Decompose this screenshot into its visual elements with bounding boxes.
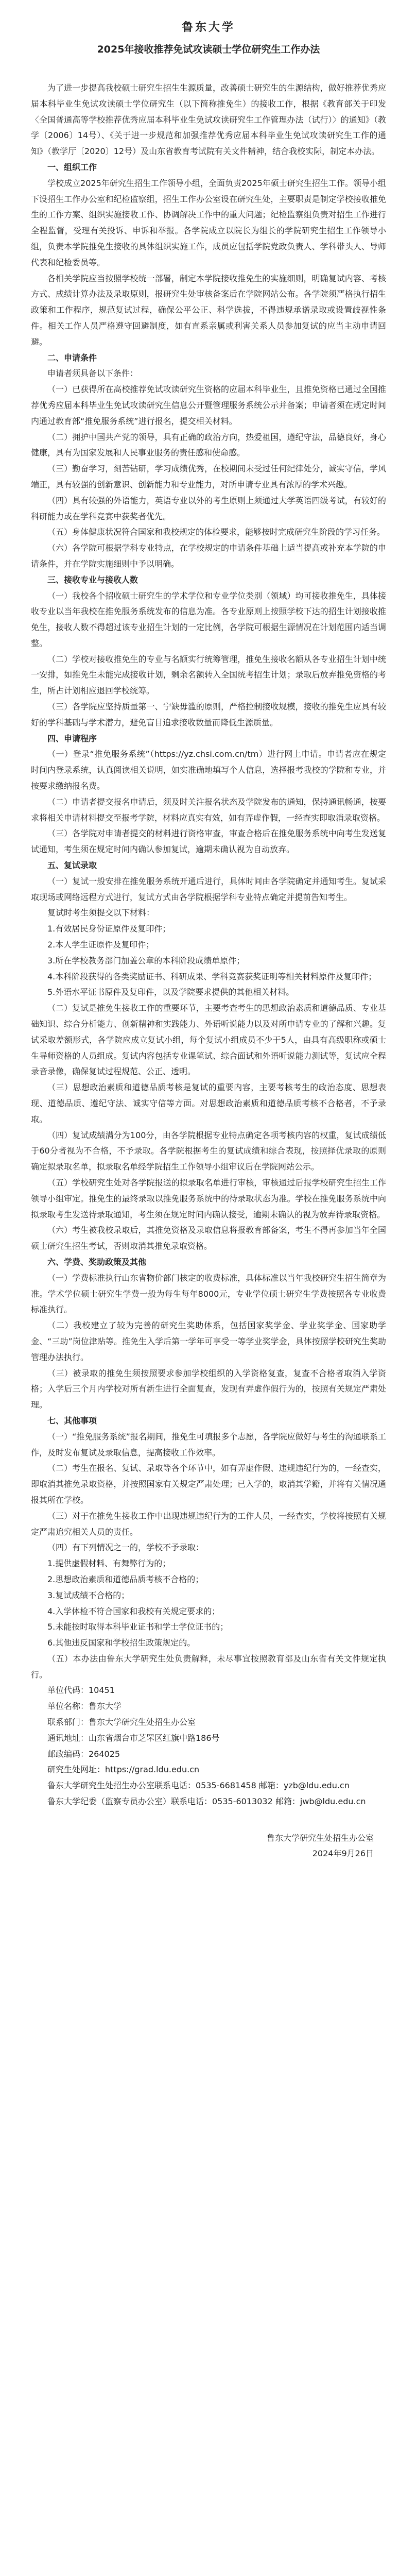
- section-paragraph: 2.思想政治素质和道德品质考核不合格的；: [47, 1574, 204, 1584]
- section-heading: 七、其他事项: [47, 1415, 97, 1426]
- section-paragraph: （二）申请者提交报名申请后，须及时关注报名状态及学院发布的通知，保持通讯畅通，按要求将相关申请材料提交至报考学院，材料应真实有效，如有弄虚作假，一经查实即取消录取资格。: [31, 796, 386, 823]
- section-paragraph: （三）勤奋学习，刻苦钻研，学习成绩优秀，在校期间未受过任何纪律处分，诚实守信，学风端正，具有较强的创新意识、创新能力和专业能力，对所申请专业具有浓厚的学术兴趣。: [31, 464, 386, 489]
- section-paragraph: （四）复试成绩满分为100分，由各学院根据专业特点确定各项考核内容的权重，复试成绩低于60分者视为不合格，不予录取。各学院根据考生的复试成绩和综合表现，按照择优录取的原则确定拟录取名单，拟录取名单经学院招生工作领导小组审议后在学院网站公示。: [31, 1130, 386, 1172]
- section-paragraph: （五）学校研究生处对各学院报送的拟录取名单进行审核，审核通过后报学校研究生招生工作领导小组审定。推免生的最终录取以推免服务系统中的待录取状态为准。学校在推免服务系统中向拟录取考生发送待录取通知，考生须在规定时间内确认接受，逾期未确认的视为放弃待录取资格。: [31, 1177, 386, 1219]
- section-paragraph: （一）我校各个招收硕士研究生的学术学位和专业学位类别（领域）均可接收推免生，具体接收专业以当年我校在推免服务系统发布的信息为准。各专业原则上按照学校下达的招生计划接收推免生，接收人数不得超过该专业招生计划的一定比例，各学院可根据生源情况在计划范围内适当调整。: [31, 590, 386, 648]
- section-paragraph: （三）各学院对申请者提交的材料进行资格审查，审查合格后在推免服务系统中向考生发送复试通知，考生须在规定时间内确认参加复试，逾期未确认视为自动放弃。: [31, 828, 386, 855]
- section-paragraph: 6.其他违反国家和学校招生政策规定的。: [47, 1638, 196, 1648]
- section-paragraph: 各相关学院应当按照学校统一部署，制定本学院接收推免生的实施细则，明确复试内容、考核方式、成绩计算办法及录取原则，报研究生处审核备案后在学院网站公布。各学院须严格执行招生政策和工作程序，规范复试过程，确保公平公正、科学选拔，不得违规承诺录取或设置歧视性条件。相关工作人员严格遵守回避制度，如有直系亲属或利害关系人员参加复试的应当主动申请回避。: [31, 273, 386, 347]
- section-paragraph: 学校成立2025年研究生招生工作领导小组，全面负责2025年硕士研究生招生工作。领导小组下设招生工作办公室和纪检监察组，招生工作办公室设在研究生处，主要职责是制定学校接收推免生的工作方案、组织实施接收工作、协调解决工作中的重大问题；纪检监察组负责对招生工作进行全程监督，受理有关投诉、申诉和举报。各学院成立以院长为组长的学院研究生招生工作领导小组，负责本学院推免生接收的具体组织实施工作，成员应包括学院党政负责人、学科带头人、导师代表和纪检委员等。: [31, 178, 386, 267]
- section-paragraph: （二）复试是推免生接收工作的重要环节，主要考查考生的思想政治素质和道德品质、专业基础知识、综合分析能力、创新精神和实践能力、外语听说能力以及对所申请专业的了解和兴趣。复试采取差额形式，各学院应成立复试小组，每个复试小组成员不少于5人，由具有高级职称或硕士生导师资格的人员组成。复试内容包括专业课笔试、综合面试和外语听说能力测试等，复试应全程录音录像，确保复试过程规范、公正、透明。: [31, 1003, 386, 1077]
- section-paragraph: （二）考生在报名、复试、录取等各个环节中，如有弄虚作假、违规违纪行为的，一经查实，即取消其推免录取资格，并按照国家有关规定严肃处理；已入学的，取消其学籍，并将有关情况通报其所在学校。: [31, 1463, 386, 1505]
- contact-line: 鲁东大学纪委（监察专员办公室）联系电话：0535-6013032 邮箱：jwb@ldu.edu.cn: [47, 1797, 366, 1807]
- section-paragraph: 4.本科阶段获得的各类奖励证书、科研成果、学科竞赛获奖证明等相关材料原件及复印件；: [47, 971, 377, 981]
- section-paragraph: （五）本办法由鲁东大学研究生处负责解释，未尽事宜按照教育部及山东省有关文件规定执行。: [31, 1653, 386, 1680]
- section-paragraph: 4.入学体检不符合国家和我校有关规定要求的；: [47, 1606, 220, 1616]
- section-paragraph: 1.提供虚假材料、有舞弊行为的；: [47, 1558, 171, 1569]
- section-paragraph: （二）学校对接收推免生的专业与名额实行统筹管理，推免生接收名额从各专业招生计划中统一安排，如推免生未能完成接收计划，剩余名额转入全国统考招生计划；录取后放弃推免资格的考生，所占计划相应退回学校统筹。: [31, 654, 386, 696]
- section-paragraph: （一）学费标准执行山东省物价部门核定的收费标准，具体标准以当年我校研究生招生简章为准。学术学位硕士研究生学费一般为每生每年8000元，专业学位硕士研究生学费按照各专业收费标准执行。: [31, 1273, 386, 1315]
- contact-line: 通讯地址：山东省烟台市芝罘区红旗中路186号: [47, 1733, 220, 1743]
- section-paragraph: 申请者须具备以下条件：: [47, 368, 138, 379]
- section-paragraph: （一）“推免服务系统”报名期间，推免生可填报多个志愿，各学院应做好与考生的沟通联系工作，及时发布复试及录取信息，提高接收工作效率。: [31, 1431, 386, 1458]
- section-paragraph: （二）拥护中国共产党的领导，具有正确的政治方向，热爱祖国，遵纪守法，品德良好，身心健康，具有为国家发展和人民事业服务的责任感和使命感。: [31, 432, 386, 458]
- section-heading: 二、申请条件: [47, 352, 97, 363]
- section-heading: 四、申请程序: [47, 733, 97, 743]
- intro-paragraph: 为了进一步提高我校硕士研究生招生生源质量，改善硕士研究生的生源结构，做好推荐优秀应届本科毕业生免试攻读硕士学位研究生（以下简称推免生）的接收工作，根据《教育部关于印发〈全国普通高等学校推荐优秀应届本科毕业生免试攻读研究生工作管理办法（试行）〉的通知》（教学〔2006〕14号）、《关于进一步规范和加强推荐优秀应届本科毕业生免试攻读研究生工作的通知》（教学厅〔2020〕12号）及山东省教育考试院有关文件精神，结合我校实际，制定本办法。: [31, 83, 386, 157]
- section-paragraph: 2.本人学生证原件及复印件；: [47, 940, 154, 950]
- section-heading: 六、学费、奖助政策及其他: [47, 1257, 147, 1267]
- contact-line: 单位代码：10451: [47, 1685, 115, 1696]
- section-paragraph: 5.外语水平证书原件及复印件，以及学院要求提供的其他相关材料。: [47, 987, 294, 997]
- contact-line: 邮政编码：264025: [47, 1749, 120, 1759]
- section-paragraph: （三）被录取的推免生须按照要求参加学校组织的入学资格复查，复查不合格者取消入学资格；入学后三个月内学校对所有新生进行全面复查，发现有弄虚作假行为的，按照有关规定严肃处理。: [31, 1368, 386, 1410]
- section-paragraph: 1.有效居民身份证原件及复印件；: [47, 924, 171, 934]
- section-paragraph: （三）对于在推免生接收工作中出现违规违纪行为的工作人员，一经查实，学校将按照有关规定严肃追究相关人员的责任。: [31, 1511, 386, 1537]
- section-paragraph: （一）复试一般安排在推免服务系统开通后进行，具体时间由各学院确定并通知考生。复试采取现场或网络远程方式进行，复试方式由各学院根据学科专业特点确定并提前告知考生。: [31, 876, 386, 902]
- contact-line: 鲁东大学研究生处招生办公室联系电话：0535-6681458 邮箱：yzb@ldu.edu.cn: [47, 1781, 350, 1791]
- contact-line: 单位名称：鲁东大学: [47, 1701, 122, 1711]
- signature-org: 鲁东大学研究生处招生办公室: [266, 1833, 374, 1843]
- section-heading: 一、组织工作: [47, 162, 97, 172]
- section-paragraph: （五）身体健康状况符合国家和我校规定的体检要求，能够按时完成研究生阶段的学习任务。: [47, 527, 386, 537]
- document-title: 2025年接收推荐免试攻读硕士学位研究生工作办法: [97, 44, 320, 55]
- section-heading: 五、复试录取: [47, 860, 97, 871]
- contact-info: [31, 1683, 386, 1809]
- section-heading: 三、接收专业与接收人数: [47, 574, 138, 585]
- signature-block: [31, 1831, 386, 1861]
- section-paragraph: （一）已获得所在高校推荐免试攻读研究生资格的应届本科毕业生，且推免资格已通过全国推荐优秀应届本科毕业生免试攻读研究生信息公开暨管理服务系统公示并备案；申请者须在规定时间内通过教育部“推免服务系统”进行报名，提交相关材料。: [31, 384, 386, 426]
- section-paragraph: 3.复试成绩不合格的；: [47, 1590, 130, 1600]
- section-paragraph: （六）各学院可根据学科专业特点，在学校规定的申请条件基础上适当提高或补充本学院的申请条件，并在学院实施细则中予以明确。: [31, 543, 386, 569]
- section-paragraph: （二）我校建立了较为完善的研究生奖助体系，包括国家奖学金、学业奖学金、国家助学金、“三助”岗位津贴等。推免生入学后第一学年可享受一等学业奖学金，具体按照学校研究生奖助管理办法执行。: [31, 1320, 386, 1362]
- section-paragraph: （六）考生被我校录取后，其推免资格及录取信息将报教育部备案，考生不得再参加当年全国硕士研究生招生考试，否则取消其推免录取资格。: [31, 1225, 386, 1251]
- section-paragraph: （四）有下列情况之一的，学校不予录取：: [47, 1543, 204, 1553]
- signature-date: 2024年9月26日: [312, 1848, 374, 1858]
- contact-line: 联系部门：鲁东大学研究生处招生办公室: [47, 1717, 196, 1727]
- section-paragraph: 3.所在学校教务部门加盖公章的本科阶段成绩单原件；: [47, 955, 245, 965]
- section-paragraph: （一）登录“推免服务系统”（https://yz.chsi.com.cn/tm）进行网上申请。申请者应在规定时间内登录系统，认真阅读相关说明，如实准确地填写个人信息，选择报考我校的学院和专业，并按要求缴纳报名费。: [31, 749, 386, 791]
- document-body: [31, 80, 386, 1683]
- section-paragraph: （四）具有较强的外语能力，英语专业以外的考生原则上须通过大学英语四级考试，有较好的科研能力或在学科竞赛中获奖者优先。: [31, 495, 386, 521]
- section-paragraph: 复试时考生须提交以下材料：: [47, 908, 155, 918]
- section-paragraph: （三）思想政治素质和道德品质考核是复试的重要内容，主要考核考生的政治态度、思想表现、道德品质、遵纪守法、诚实守信等方面。对思想政治素质和道德品质考核不合格者，不予录取。: [31, 1082, 386, 1124]
- section-paragraph: （三）各学院应坚持质量第一、宁缺毋滥的原则，严格控制接收规模，接收的推免生应具有较好的学科基础与学术潜力，避免盲目追求接收数量而降低生源质量。: [31, 702, 386, 727]
- section-paragraph: 5.未能按时取得本科毕业证书和学士学位证书的；: [47, 1622, 229, 1632]
- contact-line: 研究生处网址：https://grad.ldu.edu.cn: [47, 1765, 200, 1775]
- university-name: 鲁东大学: [181, 21, 235, 34]
